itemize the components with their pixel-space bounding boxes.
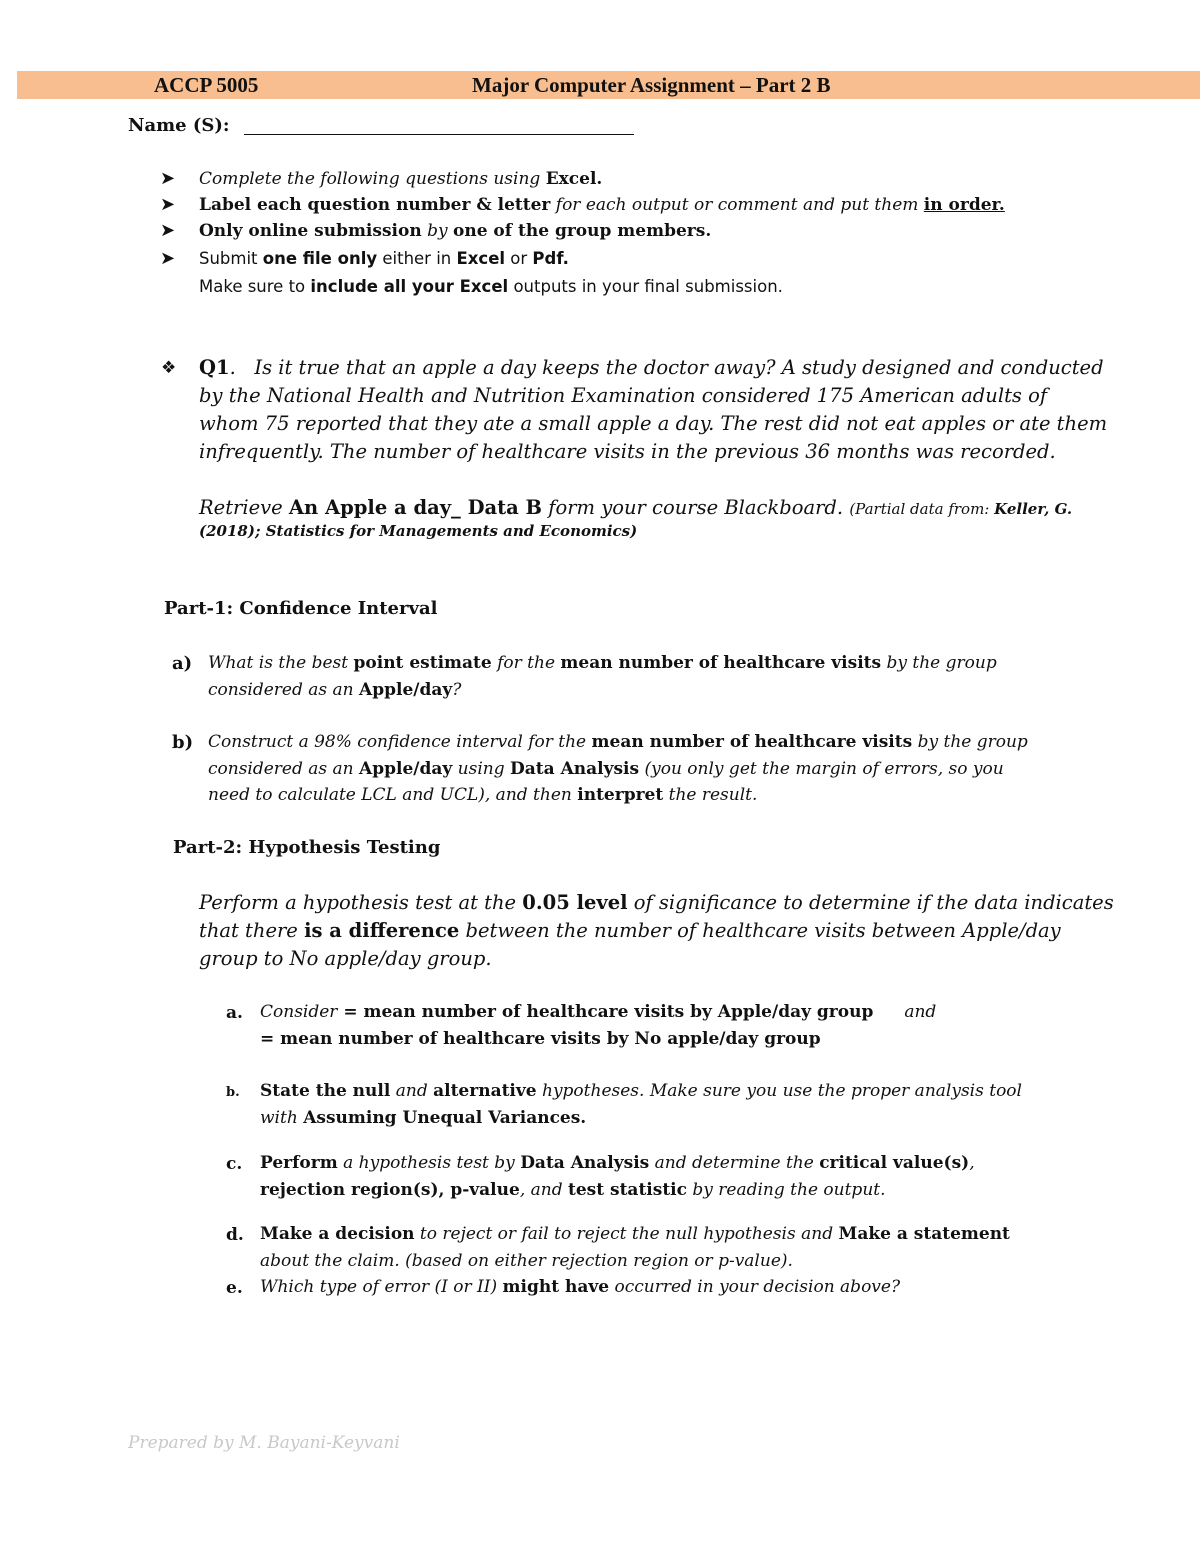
assignment-title: Major Computer Assignment – Part 2 B	[472, 73, 831, 97]
part2-c-letter: c.	[226, 1154, 243, 1174]
name-label: Name (S):	[128, 115, 230, 136]
part2-a-text: Consider = mean number of healthcare visits by Apple/day group and = mean number of healthcare visits by No apple/day group	[260, 1002, 937, 1049]
arrow-bullet-icon: ➤	[160, 220, 176, 241]
q1-line-3: whom 75 reported that they ate a small apple a day. The rest did not eat apples or ate them	[199, 412, 1108, 435]
part1-b-letter: b)	[172, 732, 194, 753]
q1-source: (2018); Statistics for Managements and Economics)	[199, 522, 638, 540]
part2-c-text: Perform a hypothesis test by Data Analysis and determine the critical value(s), rejection region(s), p-value, and test statistic by reading the output.	[260, 1153, 975, 1200]
part2-title: Part-2: Hypothesis Testing	[173, 837, 441, 858]
q1-retrieve: Retrieve An Apple a day_ Data B form your course Blackboard. (Partial data from: Keller, G.	[199, 496, 1073, 519]
part1-b-text: Construct a 98% confidence interval for the mean number of healthcare visits by the group considered as an Apple/day using Data Analysis (you only get the margin of errors, so you need to calculate LCL and UCL), and then interpret the result.	[208, 732, 1028, 805]
part2-d-letter: d.	[226, 1225, 244, 1245]
q1-intro: Q1. Is it true that an apple a day keeps the doctor away? A study designed and conducted	[199, 356, 1104, 379]
q1-line-2: by the National Health and Nutrition Examination considered 175 American adults of	[199, 384, 1048, 407]
part2-b-letter: b.	[226, 1085, 240, 1100]
course-code: ACCP 5005	[154, 73, 259, 97]
diamond-bullet-icon: ❖	[161, 358, 177, 378]
arrow-bullet-icon: ➤	[160, 194, 176, 215]
part1-title: Part-1: Confidence Interval	[164, 598, 438, 619]
instruction-3: Only online submission by one of the group members.	[199, 221, 712, 241]
instruction-2: Label each question number & letter for each output or comment and put them in order.	[199, 195, 1005, 215]
arrow-bullet-icon: ➤	[160, 248, 176, 269]
part2-e-letter: e.	[226, 1278, 243, 1298]
name-underline	[244, 134, 634, 135]
part2-d-text: Make a decision to reject or fail to reject the null hypothesis and Make a statement about the claim. (based on either rejection region or p-value).	[260, 1224, 1010, 1271]
part1-a-letter: a)	[172, 653, 193, 674]
part2-e-text: Which type of error (I or II) might have occurred in your decision above?	[260, 1277, 901, 1297]
part2-paragraph: Perform a hypothesis test at the 0.05 level of significance to determine if the data indicates that there is a difference between the number of healthcare visits between Apple/day group to No apple/day group.	[199, 891, 1114, 970]
part1-a-text: What is the best point estimate for the mean number of healthcare visits by the group considered as an Apple/day?	[208, 653, 997, 700]
instruction-4: Submit one file only either in Excel or Pdf.	[199, 249, 569, 268]
part2-a-letter: a.	[226, 1003, 243, 1023]
footer-credit: Prepared by M. Bayani-Keyvani	[128, 1433, 400, 1453]
instruction-5: Make sure to include all your Excel outputs in your final submission.	[199, 277, 783, 296]
arrow-bullet-icon: ➤	[160, 168, 176, 189]
q1-line-4: infrequently. The number of healthcare visits in the previous 36 months was recorded.	[199, 440, 1056, 463]
instruction-1: Complete the following questions using Excel.	[199, 169, 603, 189]
part2-b-text: State the null and alternative hypotheses. Make sure you use the proper analysis tool with Assuming Unequal Variances.	[260, 1081, 1022, 1128]
